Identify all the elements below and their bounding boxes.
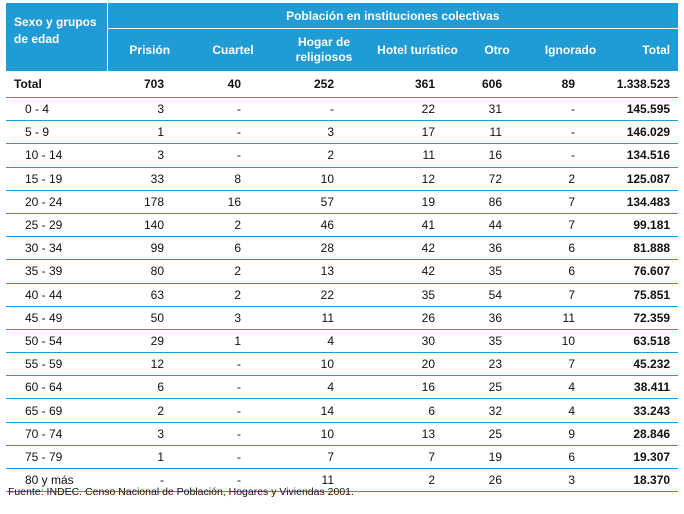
- column-header: Otro: [461, 29, 533, 72]
- table-cell: -: [192, 376, 274, 399]
- table-row: [6, 376, 678, 399]
- table-cell: 72.359: [608, 306, 678, 329]
- table-cell: 4: [533, 399, 608, 422]
- table-cell: 3: [107, 144, 192, 167]
- table-cell: 42: [374, 260, 461, 283]
- table-cell: 1.338.523: [608, 71, 678, 98]
- table-cell: 1: [107, 445, 192, 468]
- table-cell: 11: [533, 306, 608, 329]
- table-cell: 99.181: [608, 213, 678, 236]
- table-cell: 76.607: [608, 260, 678, 283]
- table-row: [6, 306, 678, 329]
- table-cell: 7: [274, 445, 374, 468]
- table-cell: 45.232: [608, 353, 678, 376]
- table-cell: 3: [192, 306, 274, 329]
- table-cell: 4: [533, 376, 608, 399]
- table-cell: 1: [192, 329, 274, 352]
- table-cell: -: [192, 469, 274, 492]
- table-cell: 6: [107, 376, 192, 399]
- column-header: Total: [608, 29, 678, 72]
- table-cell: 80: [107, 260, 192, 283]
- table-cell: 35: [461, 260, 533, 283]
- table-cell: 46: [274, 213, 374, 236]
- row-label: 55 - 59: [6, 353, 107, 376]
- row-label: Total: [6, 71, 107, 98]
- table-cell: -: [533, 121, 608, 144]
- table-cell: 11: [461, 121, 533, 144]
- column-header: Hogar de religiosos: [274, 29, 374, 72]
- table-cell: 16: [374, 376, 461, 399]
- table-cell: -: [192, 422, 274, 445]
- population-table-container: [6, 3, 678, 492]
- stub-header: Sexo y grupos de edad: [6, 3, 107, 71]
- table-row: [6, 329, 678, 352]
- table-cell: 19: [461, 445, 533, 468]
- table-cell: 50: [107, 306, 192, 329]
- table-cell: 2: [107, 399, 192, 422]
- row-label: 30 - 34: [6, 237, 107, 260]
- table-cell: 6: [533, 237, 608, 260]
- table-cell: 4: [274, 376, 374, 399]
- row-label: 35 - 39: [6, 260, 107, 283]
- table-cell: 19.307: [608, 445, 678, 468]
- table-row: [6, 283, 678, 306]
- table-cell: 7: [533, 283, 608, 306]
- table-cell: 134.516: [608, 144, 678, 167]
- column-header: Cuartel: [192, 29, 274, 72]
- table-row: [6, 260, 678, 283]
- table-cell: 134.483: [608, 190, 678, 213]
- table-cell: 38.411: [608, 376, 678, 399]
- table-cell: 63.518: [608, 329, 678, 352]
- row-label: 65 - 69: [6, 399, 107, 422]
- row-label: 75 - 79: [6, 445, 107, 468]
- table-cell: 31: [461, 98, 533, 121]
- table-cell: 36: [461, 306, 533, 329]
- table-cell: -: [192, 445, 274, 468]
- table-cell: 33.243: [608, 399, 678, 422]
- table-cell: 252: [274, 71, 374, 98]
- table-cell: 89: [533, 71, 608, 98]
- table-cell: 2: [533, 167, 608, 190]
- table-cell: 40: [192, 71, 274, 98]
- table-cell: 8: [192, 167, 274, 190]
- table-cell: 75.851: [608, 283, 678, 306]
- table-cell: 22: [274, 283, 374, 306]
- table-cell: 28: [274, 237, 374, 260]
- table-row: [6, 445, 678, 468]
- row-label: 70 - 74: [6, 422, 107, 445]
- table-cell: 2: [274, 144, 374, 167]
- table-cell: 3: [533, 469, 608, 492]
- table-cell: 2: [374, 469, 461, 492]
- table-cell: 99: [107, 237, 192, 260]
- table-cell: 6: [533, 445, 608, 468]
- table-cell: 7: [533, 353, 608, 376]
- table-cell: 25: [461, 376, 533, 399]
- table-cell: 13: [274, 260, 374, 283]
- table-cell: 20: [374, 353, 461, 376]
- row-label: 15 - 19: [6, 167, 107, 190]
- row-label: 5 - 9: [6, 121, 107, 144]
- row-label: 50 - 54: [6, 329, 107, 352]
- table-cell: 32: [461, 399, 533, 422]
- table-cell: 7: [533, 213, 608, 236]
- table-cell: -: [192, 353, 274, 376]
- table-cell: 12: [374, 167, 461, 190]
- table-cell: 28.846: [608, 422, 678, 445]
- table-cell: 35: [461, 329, 533, 352]
- table-cell: 703: [107, 71, 192, 98]
- table-cell: 10: [533, 329, 608, 352]
- table-cell: 3: [107, 98, 192, 121]
- table-cell: 23: [461, 353, 533, 376]
- table-cell: -: [533, 98, 608, 121]
- table-cell: 140: [107, 213, 192, 236]
- table-cell: 13: [374, 422, 461, 445]
- table-cell: -: [192, 98, 274, 121]
- table-cell: 2: [192, 283, 274, 306]
- table-cell: 35: [374, 283, 461, 306]
- table-cell: 6: [374, 399, 461, 422]
- table-cell: -: [192, 121, 274, 144]
- table-row: [6, 237, 678, 260]
- table-cell: 10: [274, 422, 374, 445]
- table-cell: 11: [374, 144, 461, 167]
- table-row: [6, 167, 678, 190]
- row-label: 10 - 14: [6, 144, 107, 167]
- table-cell: 3: [107, 422, 192, 445]
- table-row: [6, 121, 678, 144]
- table-cell: 17: [374, 121, 461, 144]
- column-header: Hotel turístico: [374, 29, 461, 72]
- table-cell: 72: [461, 167, 533, 190]
- table-cell: 9: [533, 422, 608, 445]
- table-cell: 18.370: [608, 469, 678, 492]
- row-label: 45 - 49: [6, 306, 107, 329]
- table-cell: 14: [274, 399, 374, 422]
- table-cell: 26: [461, 469, 533, 492]
- table-row: [6, 190, 678, 213]
- table-cell: 33: [107, 167, 192, 190]
- table-cell: -: [192, 399, 274, 422]
- table-cell: 125.087: [608, 167, 678, 190]
- source-note: Fuente: INDEC. Censo Nacional de Población, Hogares y Viviendas 2001.: [8, 486, 354, 498]
- column-header: Prisión: [107, 29, 192, 72]
- table-cell: 6: [533, 260, 608, 283]
- table-row: [6, 353, 678, 376]
- table-cell: 2: [192, 213, 274, 236]
- column-header: Ignorado: [533, 29, 608, 72]
- table-cell: 2: [192, 260, 274, 283]
- table-row: [6, 144, 678, 167]
- table-cell: 6: [192, 237, 274, 260]
- table-cell: 41: [374, 213, 461, 236]
- table-cell: 3: [274, 121, 374, 144]
- table-cell: 63: [107, 283, 192, 306]
- row-label: 40 - 44: [6, 283, 107, 306]
- table-cell: 11: [274, 469, 374, 492]
- table-header: [6, 3, 678, 71]
- table-cell: 25: [461, 422, 533, 445]
- table-cell: 145.595: [608, 98, 678, 121]
- table-row: [6, 422, 678, 445]
- table-cell: 1: [107, 121, 192, 144]
- row-label: 0 - 4: [6, 98, 107, 121]
- table-cell: -: [107, 469, 192, 492]
- table-cell: 10: [274, 353, 374, 376]
- population-table: [6, 3, 678, 492]
- table-cell: 11: [274, 306, 374, 329]
- table-cell: 178: [107, 190, 192, 213]
- table-cell: 29: [107, 329, 192, 352]
- row-label: 80 y más: [6, 469, 107, 492]
- row-label: 60 - 64: [6, 376, 107, 399]
- table-row: [6, 399, 678, 422]
- table-cell: 36: [461, 237, 533, 260]
- group-title: Población en instituciones colectivas: [107, 3, 678, 29]
- row-label: 20 - 24: [6, 190, 107, 213]
- table-cell: -: [533, 144, 608, 167]
- table-cell: 10: [274, 167, 374, 190]
- table-cell: 16: [192, 190, 274, 213]
- table-cell: 30: [374, 329, 461, 352]
- table-cell: 54: [461, 283, 533, 306]
- row-label: 25 - 29: [6, 213, 107, 236]
- table-row: [6, 98, 678, 121]
- table-cell: 57: [274, 190, 374, 213]
- table-cell: -: [274, 98, 374, 121]
- table-cell: 44: [461, 213, 533, 236]
- table-cell: 22: [374, 98, 461, 121]
- table-cell: 7: [374, 445, 461, 468]
- table-cell: 7: [533, 190, 608, 213]
- table-cell: 12: [107, 353, 192, 376]
- table-cell: 81.888: [608, 237, 678, 260]
- table-cell: 4: [274, 329, 374, 352]
- table-body: [6, 71, 678, 492]
- table-cell: -: [192, 144, 274, 167]
- table-row: [6, 213, 678, 236]
- table-cell: 16: [461, 144, 533, 167]
- table-cell: 42: [374, 237, 461, 260]
- table-cell: 86: [461, 190, 533, 213]
- table-cell: 606: [461, 71, 533, 98]
- table-cell: 146.029: [608, 121, 678, 144]
- table-cell: 361: [374, 71, 461, 98]
- total-row: [6, 71, 678, 98]
- table-cell: 26: [374, 306, 461, 329]
- table-cell: 19: [374, 190, 461, 213]
